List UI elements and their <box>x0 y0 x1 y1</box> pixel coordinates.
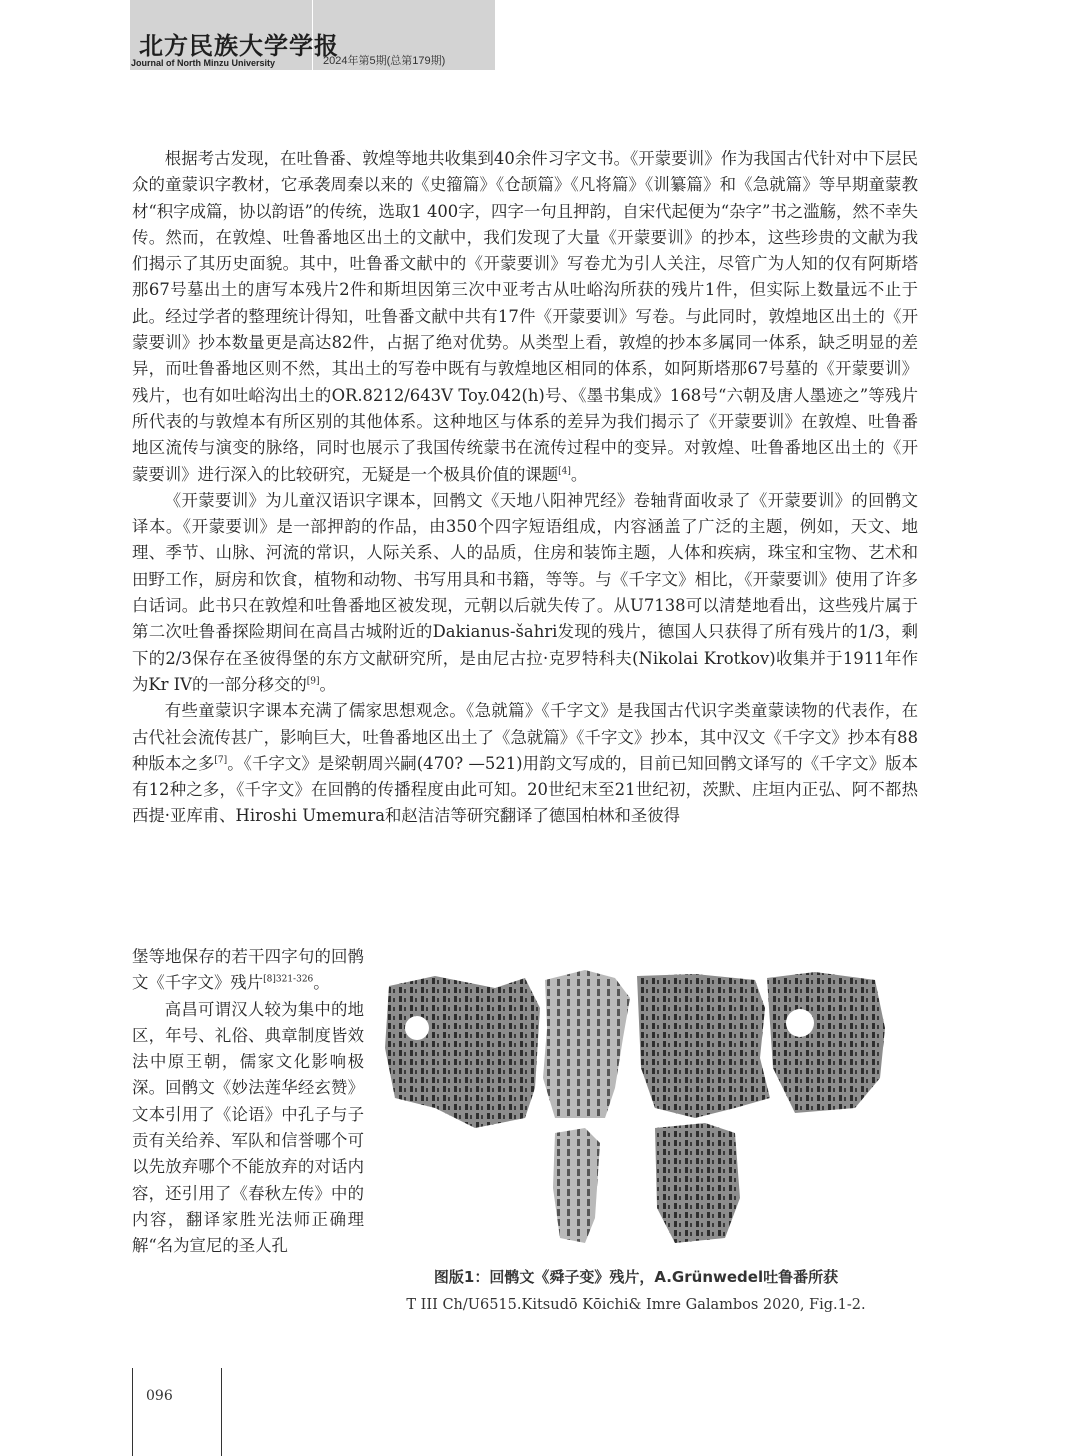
fragment-6 <box>655 1123 740 1243</box>
journal-title-en: Journal of North Minzu University <box>131 58 276 68</box>
article-body <box>132 146 918 830</box>
fragment-4 <box>767 972 885 1113</box>
citation-ref: [7] <box>214 755 228 766</box>
side-column <box>132 944 364 1260</box>
citation-ref: [8]321-326 <box>263 974 314 985</box>
fragment-3 <box>637 974 770 1118</box>
citation-ref: [9] <box>306 676 320 687</box>
page-number: 096 <box>146 1388 173 1404</box>
paragraph-2 <box>132 488 918 698</box>
paragraph-1 <box>132 146 918 488</box>
paragraph-4: 高昌可谓汉人较为集中的地区，年号、礼俗、典章制度皆效法中原王朝，儒家文化影响极深。回鹘文《妙法莲华经玄赞》文本引用了《论语》中孔子与子贡有关给养、军队和信誉哪个可以先放弃哪个不能放弃的对话内容，还引用了《春秋左传》中的内容，翻译家胜光法师正确理解“名为宣尼的圣人孔 <box>132 999 364 1256</box>
paragraph-3-cont-end: 。 <box>313 973 330 993</box>
paragraph-3-text: 有些童蒙识字课本充满了儒家思想观念。《急就篇》《千字文》是我国古代识字类童蒙读物的代表作，在古代社会流传甚广，影响巨大，吐鲁番地区出土了《急就篇》《千字文》抄本，其中汉文《千字文》抄本有88种版本之多 <box>132 701 918 773</box>
paragraph-1-text: 根据考古发现，在吐鲁番、敦煌等地共收集到40余件习字文书。《开蒙要训》作为我国古代针对中下层民众的童蒙识字教材，它承袭周秦以来的《史籀篇》《仓颉篇》《凡将篇》《训纂篇》和《急就篇》等早期童蒙教材“积字成篇，协以韵语”的传统，选取1 400字，四字一句且押韵，自宋代起便为“杂字”书之滥觞，然不幸失传。然而，在敦煌、吐鲁番地区出土的文献中，我们发现了大量《开蒙要训》的抄本，这些珍贵的文献为我们揭示了其历史面貌。其中，吐鲁番文献中的《开蒙要训》写卷尤为引人关注，尽管广为人知的仅有阿斯塔那67号墓出土的唐写本残片2件和斯坦因第三次中亚考古从吐峪沟所获的残片1件，但实际上数量远不止于此。经过学者的整理统计得知，吐鲁番文献中共有17件《开蒙要训》写卷。与此同时，敦煌地区出土的《开蒙要训》抄本数量更是高达82件，占据了绝对优势。从类型上看，敦煌的抄本多属同一体系，缺乏明显的差异，而吐鲁番地区则不然，其出土的写卷中既有与敦煌地区相同的体系，如阿斯塔那67号墓的《开蒙要训》残片，也有如吐峪沟出土的OR.8212/643V Toy.042(h)号、《墨书集成》168号“六朝及唐人墨迹之”等残片所代表的与敦煌本有所区别的其他体系。这种地区与体系的差异为我们揭示了《开蒙要训》在敦煌、吐鲁番地区流传与演变的脉络，同时也展示了我国传统蒙书在流传过程中的变异。对敦煌、吐鲁番地区出土的《开蒙要训》进行深入的比较研究，无疑是一个极具价值的课题 <box>132 149 918 484</box>
fragment-1 <box>385 976 540 1128</box>
citation-ref: [4] <box>558 466 571 477</box>
paragraph-1-end: 。 <box>570 464 588 484</box>
paragraph-3-cont-text: 堡等地保存的若干四字句的回鹘文《千字文》残片 <box>132 947 364 993</box>
figure-caption-title: 图版1：回鹘文《舜子变》残片，A.Grünwedel吐鲁番所获 <box>433 1268 839 1286</box>
footer-rule-right <box>221 1368 222 1456</box>
journal-title-cn: 北方民族大学学报 <box>139 31 339 60</box>
paragraph-3-text-cont: 。《千字文》是梁朝周兴嗣(470? —521)用韵文写成的，目前已知回鹘文译写的《千字文》版本有12种之多，《千字文》在回鹘的传播程度由此可知。20世纪末至21世纪初，茨默、庄垣内正弘、阿不都热西提·亚库甫、Hiroshi Umemura和赵洁洁等研究翻译了德国柏林和圣彼得 <box>132 753 919 826</box>
fragment-2 <box>543 970 630 1118</box>
paragraph-3-continued <box>132 944 364 997</box>
paragraph-2-text: 《开蒙要训》为儿童汉语识字课本，回鹘文《天地八阳神咒经》卷轴背面收录了《开蒙要训》的回鹘文译本。《开蒙要训》是一部押韵的作品，由350个四字短语组成，内容涵盖了广泛的主题，例如，天文、地理、季节、山脉、河流的常识，人际关系、人的品质，住房和装饰主题，人体和疾病，珠宝和宝物、艺术和田野工作，厨房和饮食，植物和动物、书写用具和书籍，等等。与《千字文》相比，《开蒙要训》使用了许多白话词。此书只在敦煌和吐鲁番地区被发现，元朝以后就失传了。从U7138可以清楚地看出，这些残片属于第二次吐鲁番探险期间在高昌古城附近的Dakianus-šahri发现的残片，德国人只获得了所有残片的1/3，剩下的2/3保存在圣彼得堡的东方文献研究所，是由尼古拉·克罗特科夫(Nikolai Krotkov)收集并于1911年作为Kr IV的一部分移交的 <box>132 490 918 694</box>
paragraph-3 <box>132 698 918 829</box>
issue-label: 2024年第5期(总第179期) <box>323 55 446 67</box>
figure-caption-source: T III Ch/U6515.Kitsudō Kōichi& Imre Galambos 2020, Fig.1-2. <box>406 1297 866 1313</box>
fragment-5 <box>553 1128 600 1243</box>
paragraph-2-end: 。 <box>319 674 336 694</box>
footer-rule-left <box>132 1368 133 1456</box>
manuscript-fragments-figure <box>375 968 897 1253</box>
